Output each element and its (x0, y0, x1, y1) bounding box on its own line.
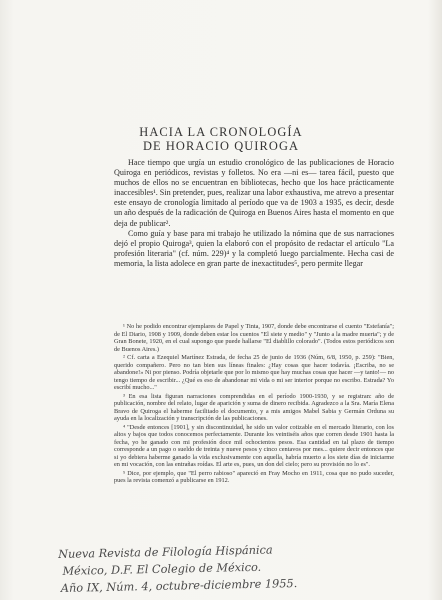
footnote-5: ⁵ Dice, por ejemplo, que "El perro rabioso" apareció en Fray Mocho en 1911, cosa que no pudo suceder, pues la revista comenzó a publicarse en 1912. (114, 469, 394, 485)
handwritten-citation (58, 543, 297, 599)
footnote-4: ⁴ "Desde entonces [1901], y sin discontinuidad, he sido un valor cotizable en el mercado literario, con los altos y bajos que todos conocemos perfectamente. Durante los veintiséis años que corren desde 1901 hasta la fecha, yo he ganado con mi profesión doce mil ochocientos pesos. Esa cantidad en tal plazo de tiempo corresponde a un pago o sueldo de treinta y nueve pesos y cinco centavos por mes... quiere decir entonces que si yo debiera haberme ganado la vida exclusivamente con aquella, habría muerto a los siete días de iniciarme en mi vocación, con las entrañas roídas. El arte es, pues, un don del cielo; pero su provisión no lo es". (114, 423, 394, 469)
footnote-3: ³ En esa lista figuran narraciones comprendidas en el período 1900-1930, y se registran: año de publicación, nombre del relato, lugar de aparición y suma de dinero recibida. Agradezco a la Sra. María Elena Bravo de Quiroga el haberme facilitado el documento, y a mis amigos Mabel Sabia y Germán Orduna su ayuda en la localización y transcripción de las publicaciones. (114, 392, 394, 423)
article-title-line-2: DE HORACIO QUIROGA (142, 139, 300, 153)
handwritten-line-3: Año IX, Núm. 4, octubre-diciembre 1955. (60, 576, 298, 595)
article-body (114, 158, 394, 269)
footnote-1: ¹ No he podido encontrar ejemplares de Papel y Tinta, 1907, donde debe encontrarse el cuento "Estefanía"; de El Diario, 1908 y 1909, donde deben estar los cuentos "El siete y medio" y "Junto a la madre muerta"; y de Gran Bonete, 1920, en el cual supongo que puede hallarse "El diablillo colorado". (Todos estos periódicos son de Buenos Aires.) (114, 323, 394, 353)
footnote-2: ² Cf. carta a Ezequiel Martínez Estrada, de fecha 25 de junio de 1936 (Núm, 6/8, 1950, p. 259): "Bien, querido compañero. Pero no tan bien sus líneas finales: ¿Hay cosas que hacer todavía. ¡Escriba, no se abandone!» Ni por pienso. Podría objetarle que por lo mismo que hay muchas cosas que hacer —y tanto!— no tengo tiempo de escribir... ¿Qué es eso de abandonar mi vida o mi ser interior porque no escribo. Estrada? Yo escribí mucho..." (114, 353, 394, 392)
body-paragraph: Hace tiempo que urgía un estudio cronológico de las publicaciones de Horacio Quiroga en periódicos, revistas y folletos. No era —ni es— tarea fácil, puesto que muchos de ellos no se encuentran en bibliotecas, hecho que los hace prácticamente inaccesibles¹. Sin pretender, pues, realizar una labor exhaustiva, me atrevo a presentar este ensayo de cronología limitado al período que va de 1903 a 1935, es decir, desde un año después de la radicación de Quiroga en Buenos Aires hasta el momento en que deja de publicar². (114, 158, 394, 228)
body-paragraph: Como guía y base para mi trabajo he utilizado la nómina que de sus narraciones dejó el propio Quiroga³, quien la elaboró con el propósito de redactar el artículo "La profesión literaria" (cf. núm. 229)⁴ y la completó luego parcialmente. Hecha casi de memoria, la lista adolece en gran parte de inexactitudes⁵, pero permite llegar (114, 228, 394, 268)
article-title-line-1: HACIA LA CRONOLOGÍA (139, 125, 303, 139)
handwritten-line-1: Nueva Revista de Filología Hispánica (58, 543, 273, 561)
footnotes (114, 323, 394, 485)
handwritten-line-2: México, D.F. El Colegio de México. (62, 560, 262, 578)
